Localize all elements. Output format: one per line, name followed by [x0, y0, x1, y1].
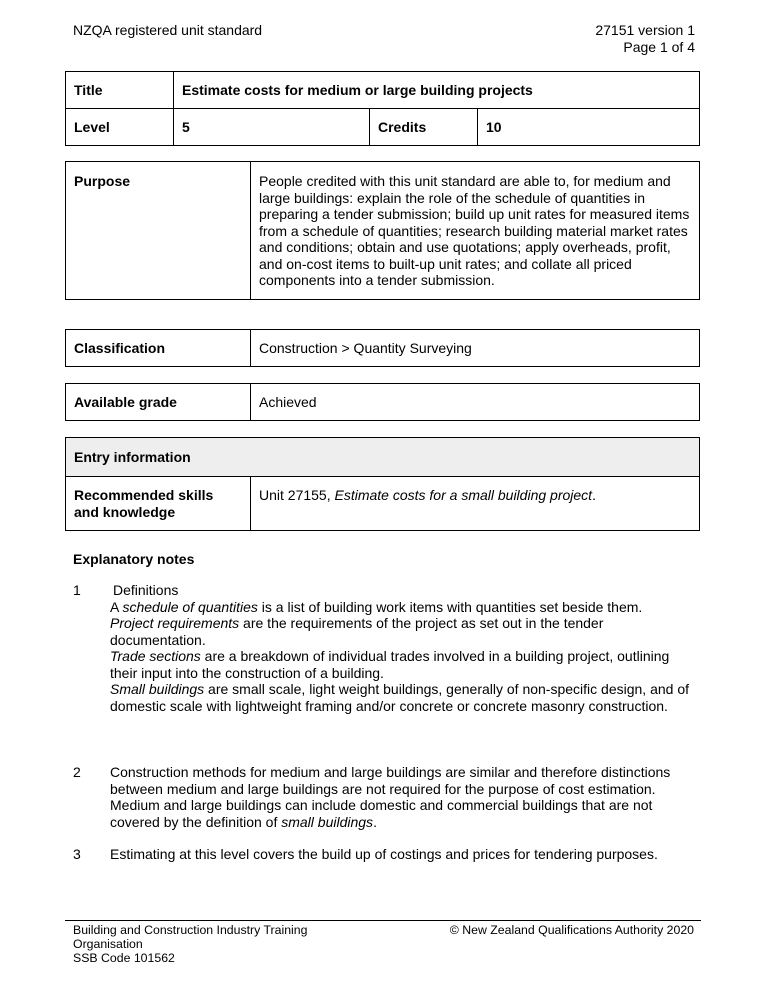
- credits-value: 10: [478, 109, 700, 146]
- available-grade-label: Available grade: [66, 384, 251, 421]
- definition-item: Project requirements are the requirements of the project as set out in the tender documentation.: [110, 615, 604, 648]
- footer-left: [73, 923, 343, 965]
- definition-item: Small buildings are small scale, light weight buildings, generally of non-specific design, and of domestic scale with lightweight framing and/or concrete or concrete masonry construction.: [110, 681, 689, 714]
- page-number: Page 1 of 4: [623, 38, 695, 55]
- classification-value: Construction > Quantity Surveying: [251, 330, 700, 367]
- classification-table: [65, 329, 700, 367]
- entry-information-heading: Entry information: [66, 438, 700, 477]
- rec-unit-title: Estimate costs for a small building project: [334, 487, 593, 503]
- note-number: 3: [73, 846, 81, 862]
- title-value: Estimate costs for medium or large building projects: [174, 72, 700, 109]
- note-1: [73, 582, 693, 714]
- footer-copyright: © New Zealand Qualifications Authority 2020: [449, 923, 694, 937]
- entry-information-table: [65, 437, 700, 531]
- rec-prefix: Unit 27155,: [259, 487, 335, 503]
- available-grade-table: [65, 383, 700, 421]
- note-text: Estimating at this level covers the build up of costings and prices for tendering purposes.: [110, 846, 658, 862]
- rec-suffix: .: [592, 487, 596, 503]
- title-row: [66, 72, 700, 109]
- footer-divider: [65, 920, 701, 921]
- standard-version: 27151 version 1: [595, 22, 695, 38]
- purpose-label: Purpose: [66, 162, 251, 300]
- explanatory-notes-heading: Explanatory notes: [73, 551, 195, 567]
- note-2: [73, 764, 693, 830]
- footer-org-line2: Organisation: [73, 937, 143, 951]
- header-left: NZQA registered unit standard: [73, 22, 263, 38]
- level-value: 5: [174, 109, 370, 146]
- recommended-skills-label: Recommended skills and knowledge: [66, 477, 251, 531]
- note-number: 1: [73, 582, 81, 598]
- definition-item: Trade sections are a breakdown of individual trades involved in a building project, outlining their input into the construction of a building.: [110, 648, 670, 681]
- level-label: Level: [66, 109, 174, 146]
- credits-label: Credits: [370, 109, 478, 146]
- note-text: Construction methods for medium and large buildings are similar and therefore distinctions between medium and large buildings are not required for the purpose of cost estimation. Medium and large buildings can include domestic and commercial buildings that are not covered by the definition of small buildings.: [110, 764, 671, 830]
- available-grade-value: Achieved: [251, 384, 700, 421]
- level-row: [66, 109, 700, 146]
- purpose-table: [65, 161, 700, 300]
- note-number: 2: [73, 764, 81, 780]
- footer-ssb-code: SSB Code 101562: [73, 951, 175, 965]
- header-right: [595, 22, 695, 55]
- footer-org-line1: Building and Construction Industry Training: [73, 923, 308, 937]
- title-table: [65, 71, 700, 146]
- title-label: Title: [66, 72, 174, 109]
- definitions-heading: Definitions: [113, 582, 179, 598]
- recommended-skills-value: [251, 477, 700, 531]
- purpose-text: People credited with this unit standard are able to, for medium and large buildings: explain the role of the schedule of quantities in preparing a tender submission; build up unit rates for measured items from a schedule of quantities; research building material market rates and conditions; obtain and use quotations; apply overheads, profit, and on-cost items to built-up unit rates; and collate all priced components into a tender submission.: [251, 162, 700, 300]
- definition-item: A schedule of quantities is a list of building work items with quantities set beside them.: [110, 598, 643, 615]
- note-3: [73, 846, 693, 863]
- classification-label: Classification: [66, 330, 251, 367]
